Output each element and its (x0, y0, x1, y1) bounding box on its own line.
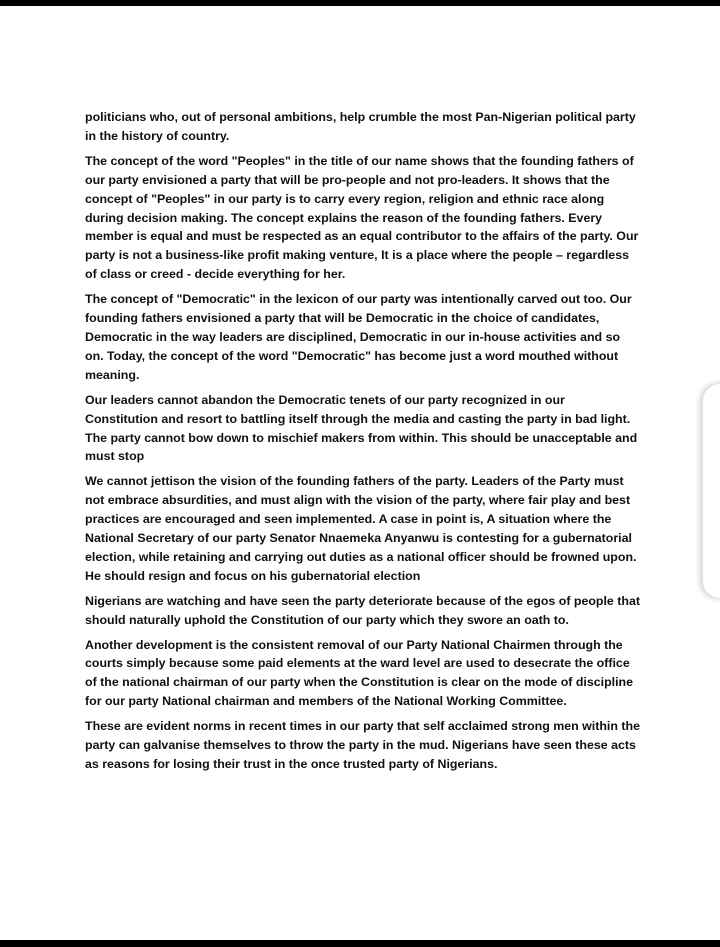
document-page (85, 108, 640, 780)
side-panel-handle[interactable] (702, 383, 720, 599)
paragraph-3: The concept of "Democratic" in the lexicon of our party was intentionally carved out too. Our founding fathers envisioned a party that will be Democratic in the choice of candidates, Democratic in the way leaders are disciplined, Democratic in our in-house activities and so on. Today, the concept of the word "Democratic" has become just a word mouthed without meaning. (85, 292, 632, 382)
paragraph-4: Our leaders cannot abandon the Democratic tenets of our party recognized in our Constitution and resort to battling itself through the media and casting the party in bad light. The party cannot bow down to mischief makers from within. This should be unacceptable and must stop (85, 392, 638, 464)
paragraph-5: We cannot jettison the vision of the founding fathers of the party. Leaders of the Party must not embrace absurdities, and must align with the vision of the party, where fair play and best practices are encouraged and seen implemented. A case in point is, A situation where the National Secretary of our party Senator Nnaemeka Anyanwu is contesting for a gubernatorial election, while retaining and carrying out duties as a national officer should be frowned upon. He should resign and focus on his gubernatorial election (85, 474, 637, 583)
top-border-bar (0, 0, 720, 6)
paragraph-8: These are evident norms in recent times in our party that self acclaimed strong men within the party can galvanise themselves to throw the party in the mud. Nigerians have seen these acts as reasons for losing their trust in the once trusted party of Nigerians. (85, 719, 640, 771)
paragraph-2: The concept of the word "Peoples" in the title of our name shows that the founding fathers of our party envisioned a party that will be pro-people and not pro-leaders. It shows that the concept of "Peoples" in our party is to carry every region, religion and ethnic race along during decision making. The concept explains the reason of the founding fathers. Every member is equal and must be respected as an equal contributor to the affairs of the party. Our party is not a business-like profit making venture, It is a place where the people – regardless of class or creed - decide everything for her. (85, 153, 639, 282)
bottom-border-bar (0, 940, 720, 947)
paragraph-1: politicians who, out of personal ambitions, help crumble the most Pan-Nigerian political party in the history of country. (85, 110, 636, 143)
paragraph-7: Another development is the consistent removal of our Party National Chairmen through the courts simply because some paid elements at the ward level are used to desecrate the office of the national chairman of our party when the Constitution is clear on the mode of discipline for our party National chairman and members of the National Working Committee. (85, 637, 633, 709)
paragraph-6: Nigerians are watching and have seen the party deteriorate because of the egos of people that should naturally uphold the Constitution of our party which they swore an oath to. (85, 593, 640, 627)
